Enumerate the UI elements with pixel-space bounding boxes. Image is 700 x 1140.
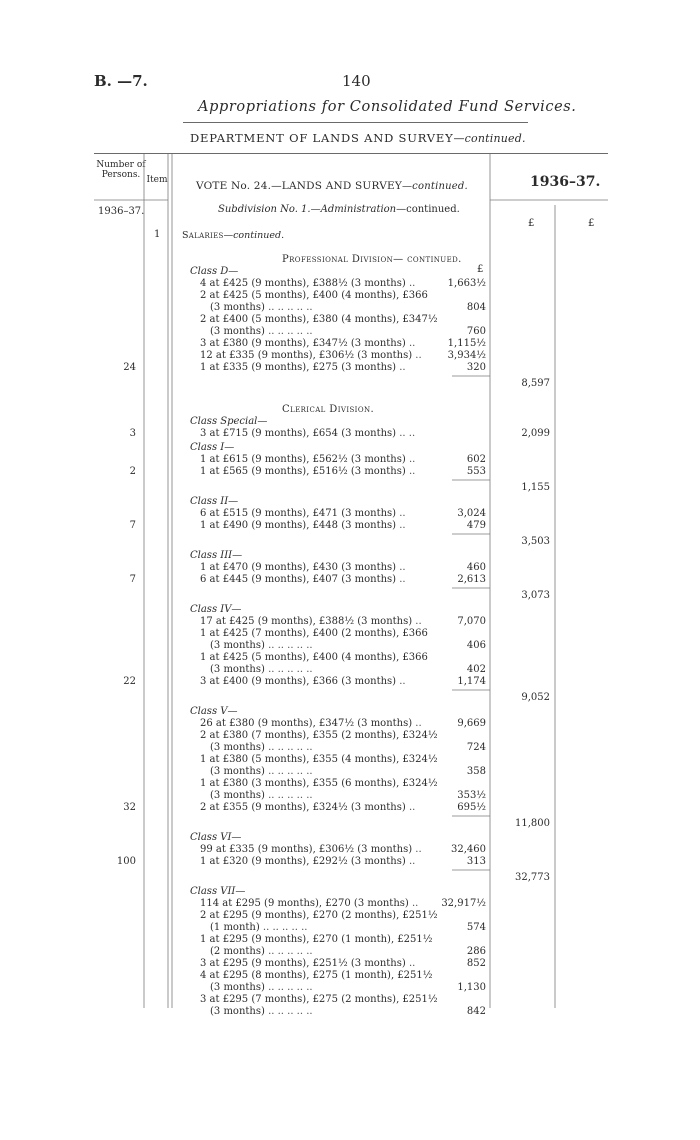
line-text: 4 at £425 (9 months), £388½ (3 months) — [200, 278, 406, 289]
line-amount: 842 — [466, 1006, 486, 1017]
line-description — [210, 790, 313, 802]
line-description — [200, 350, 422, 362]
line-text: 1 at £380 (5 months), £355 (4 months), £324½ — [200, 754, 438, 765]
line-description — [200, 676, 406, 688]
line-description — [200, 616, 422, 628]
leader-dots: .. — [405, 802, 416, 813]
line-amount: 286 — [466, 946, 486, 957]
line-amount: 406 — [466, 640, 486, 651]
line-description — [200, 562, 406, 574]
line-description — [200, 718, 422, 730]
line-text: 1 at £490 (9 months), £448 (3 months) — [200, 520, 397, 531]
line-text: 3 at £715 (9 months), £654 (3 months) — [200, 428, 397, 439]
leader-dots: .. — [412, 616, 422, 627]
leader-dots: .. — [412, 350, 422, 361]
leader-dots: .. — [396, 562, 406, 573]
item-number: 1 — [154, 229, 161, 240]
pound-detail: £ — [477, 264, 484, 275]
salaries-continued: —continued. — [223, 230, 285, 241]
leader-dots: .. — [405, 278, 416, 289]
leader-dots: .. .. .. .. .. — [264, 640, 313, 651]
department-name: DEPARTMENT OF LANDS AND SURVEY — [190, 131, 454, 145]
header-number-of-persons: Number of Persons. — [96, 160, 146, 180]
line-description — [200, 778, 438, 790]
line-description — [200, 970, 432, 982]
line-description — [200, 428, 415, 440]
line-amount: 695½ — [457, 802, 486, 813]
line-amount: 852 — [466, 958, 486, 969]
vote-title: VOTE No. 24.—LANDS AND SURVEY — [196, 180, 402, 192]
line-amount: 1,174 — [457, 676, 486, 687]
division-heading: Professional Division— continued. — [282, 254, 462, 265]
vote-continued: —continued. — [401, 181, 468, 192]
line-text: 114 at £295 (9 months), £270 (3 months) — [200, 898, 409, 909]
leader-dots: .. .. — [396, 428, 416, 439]
leader-dots: .. .. .. .. .. — [264, 302, 313, 313]
line-text: 1 at £335 (9 months), £275 (3 months) — [200, 362, 397, 373]
line-text: 1 at £295 (9 months), £270 (1 month), £251½ — [200, 934, 433, 945]
leader-dots: .. — [405, 958, 416, 969]
class-total: 32,773 — [515, 872, 550, 883]
leader-dots: .. .. .. .. .. — [259, 922, 308, 933]
line-amount: 32,917½ — [441, 898, 486, 909]
line-amount: 402 — [466, 664, 486, 675]
persons-count: 3 — [129, 428, 136, 439]
line-description — [210, 1006, 313, 1018]
line-description — [210, 326, 313, 338]
leader-dots: .. — [396, 508, 406, 519]
leader-dots: .. — [396, 362, 406, 373]
header-year: 1936–37. — [530, 174, 601, 190]
line-description — [200, 466, 415, 478]
line-text: 1 at £470 (9 months), £430 (3 months) — [200, 562, 397, 573]
class-heading: Class IV— — [190, 604, 242, 615]
persons-count: 7 — [129, 520, 136, 531]
division-heading: Clerical Division. — [282, 404, 375, 415]
line-amount: 7,070 — [457, 616, 486, 627]
line-text: (3 months) — [210, 664, 265, 675]
class-heading: Class III— — [190, 550, 243, 561]
line-text: (3 months) — [210, 790, 265, 801]
line-amount: 32,460 — [451, 844, 486, 855]
salaries-label: Salaries — [182, 230, 224, 241]
class-heading: Class VI— — [190, 832, 242, 843]
line-description — [200, 278, 415, 290]
line-amount: 602 — [466, 454, 486, 465]
line-text: 17 at £425 (9 months), £388½ (3 months) — [200, 616, 413, 627]
page-title: Appropriations for Consolidated Fund Services. — [198, 99, 577, 115]
pound-col2: £ — [588, 218, 595, 229]
line-amount: 479 — [466, 520, 486, 531]
class-total: 3,503 — [521, 536, 550, 547]
line-amount: 553 — [466, 466, 486, 477]
page-number: 140 — [342, 72, 371, 90]
line-description — [200, 314, 438, 326]
line-amount: 358 — [466, 766, 486, 777]
class-total: 1,155 — [521, 482, 550, 493]
class-heading: Class D— — [190, 266, 239, 277]
line-amount: 760 — [466, 326, 486, 337]
line-description — [200, 802, 415, 814]
line-text: 6 at £515 (9 months), £471 (3 months) — [200, 508, 397, 519]
leader-dots: .. — [396, 574, 406, 585]
line-text: 3 at £295 (7 months), £275 (2 months), £251½ — [200, 994, 438, 1005]
line-description — [200, 754, 438, 766]
leader-dots: .. — [405, 338, 416, 349]
persons-count: 24 — [123, 362, 136, 373]
line-amount: 574 — [466, 922, 486, 933]
line-text: (3 months) — [210, 982, 265, 993]
line-description — [210, 766, 313, 778]
class-heading: Class Special— — [190, 416, 268, 427]
leader-dots: .. .. .. .. .. — [264, 790, 313, 801]
line-text: (2 months) — [210, 946, 265, 957]
class-total: 8,597 — [521, 378, 550, 389]
line-text: (1 month) — [210, 922, 260, 933]
line-description — [210, 946, 313, 958]
line-text: 1 at £320 (9 months), £292½ (3 months) — [200, 856, 406, 867]
line-text: 2 at £425 (5 months), £400 (4 months), £366 — [200, 290, 428, 301]
line-text: 1 at £615 (9 months), £562½ (3 months) — [200, 454, 406, 465]
leader-dots: .. — [412, 718, 422, 729]
class-total: 11,800 — [515, 818, 550, 829]
leader-dots: .. .. .. .. .. — [264, 742, 313, 753]
line-description — [200, 520, 406, 532]
line-description — [210, 742, 313, 754]
class-total: 9,052 — [521, 692, 550, 703]
line-text: (3 months) — [210, 640, 265, 651]
line-description — [200, 454, 415, 466]
line-description — [200, 934, 432, 946]
persons-count: 100 — [116, 856, 136, 867]
line-amount: 1,663½ — [447, 278, 486, 289]
header-item: Item — [146, 175, 168, 185]
line-text: (3 months) — [210, 1006, 265, 1017]
leader-dots: .. — [396, 676, 406, 687]
pound-col1: £ — [528, 218, 535, 229]
class-heading: Class VII— — [190, 886, 246, 897]
line-text: 2 at £400 (5 months), £380 (4 months), £347½ — [200, 314, 438, 325]
line-amount: 353½ — [457, 790, 486, 801]
persons-count: 7 — [129, 574, 136, 585]
line-text: (3 months) — [210, 326, 265, 337]
line-description — [210, 664, 313, 676]
persons-year: 1936–37. — [98, 206, 145, 217]
line-description — [200, 652, 428, 664]
line-text: 6 at £445 (9 months), £407 (3 months) — [200, 574, 397, 585]
line-amount: 9,669 — [457, 718, 486, 729]
line-description — [210, 982, 313, 994]
persons-count: 22 — [123, 676, 136, 687]
line-text: 12 at £335 (9 months), £306½ (3 months) — [200, 350, 413, 361]
line-text: (3 months) — [210, 742, 265, 753]
line-description — [200, 574, 406, 586]
line-text: 1 at £565 (9 months), £516½ (3 months) — [200, 466, 406, 477]
class-total: 3,073 — [521, 590, 550, 601]
leader-dots: .. .. .. .. .. — [264, 982, 313, 993]
line-description — [210, 640, 313, 652]
line-description — [200, 362, 406, 374]
leader-dots: .. — [405, 466, 416, 477]
line-text: 1 at £425 (7 months), £400 (2 months), £366 — [200, 628, 428, 639]
line-text: 3 at £400 (9 months), £366 (3 months) — [200, 676, 397, 687]
line-amount: 460 — [466, 562, 486, 573]
line-description — [200, 508, 406, 520]
leader-dots: .. — [405, 454, 416, 465]
line-description — [210, 922, 307, 934]
line-amount: 313 — [466, 856, 486, 867]
line-text: (3 months) — [210, 302, 265, 313]
class-heading: Class V— — [190, 706, 238, 717]
line-text: (3 months) — [210, 766, 265, 777]
line-description — [200, 958, 415, 970]
leader-dots: .. — [396, 520, 406, 531]
persons-count: 2 — [129, 466, 136, 477]
page-ref: B. —7. — [94, 72, 148, 90]
line-amount: 3,934½ — [447, 350, 486, 361]
leader-dots: .. — [412, 844, 422, 855]
line-text: 3 at £380 (9 months), £347½ (3 months) — [200, 338, 406, 349]
leader-dots: .. .. .. .. .. — [264, 946, 313, 957]
line-description — [200, 628, 428, 640]
line-description — [200, 856, 415, 868]
line-description — [200, 844, 422, 856]
department-continued: —continued. — [453, 132, 526, 145]
leader-dots: .. — [408, 898, 419, 909]
line-amount: 2,613 — [457, 574, 486, 585]
class-total: 2,099 — [521, 428, 550, 439]
line-amount: 724 — [466, 742, 486, 753]
line-text: 2 at £295 (9 months), £270 (2 months), £251½ — [200, 910, 438, 921]
line-text: 4 at £295 (8 months), £275 (1 month), £251½ — [200, 970, 433, 981]
subdivision-continued: —continued. — [396, 204, 460, 215]
leader-dots: .. — [405, 856, 416, 867]
subdivision-title: Subdivision No. 1.—Administration — [218, 204, 397, 215]
leader-dots: .. .. .. .. .. — [264, 766, 313, 777]
line-amount: 320 — [466, 362, 486, 373]
leader-dots: .. .. .. .. .. — [264, 664, 313, 675]
line-text: 1 at £425 (5 months), £400 (4 months), £366 — [200, 652, 428, 663]
line-text: 1 at £380 (3 months), £355 (6 months), £324½ — [200, 778, 438, 789]
line-amount: 3,024 — [457, 508, 486, 519]
leader-dots: .. .. .. .. .. — [264, 1006, 313, 1017]
line-description — [200, 910, 438, 922]
line-amount: 1,130 — [457, 982, 486, 993]
line-description — [200, 898, 418, 910]
line-text: 99 at £335 (9 months), £306½ (3 months) — [200, 844, 413, 855]
line-text: 2 at £380 (7 months), £355 (2 months), £324½ — [200, 730, 438, 741]
line-text: 26 at £380 (9 months), £347½ (3 months) — [200, 718, 413, 729]
line-description — [210, 302, 313, 314]
persons-count: 32 — [123, 802, 136, 813]
line-description — [200, 994, 438, 1006]
line-description — [200, 338, 415, 350]
line-text: 3 at £295 (9 months), £251½ (3 months) — [200, 958, 406, 969]
line-amount: 804 — [466, 302, 486, 313]
class-heading: Class II— — [190, 496, 239, 507]
leader-dots: .. .. .. .. .. — [264, 326, 313, 337]
class-heading: Class I— — [190, 442, 235, 453]
line-description — [200, 730, 438, 742]
line-text: 2 at £355 (9 months), £324½ (3 months) — [200, 802, 406, 813]
line-description — [200, 290, 428, 302]
line-amount: 1,115½ — [447, 338, 486, 349]
